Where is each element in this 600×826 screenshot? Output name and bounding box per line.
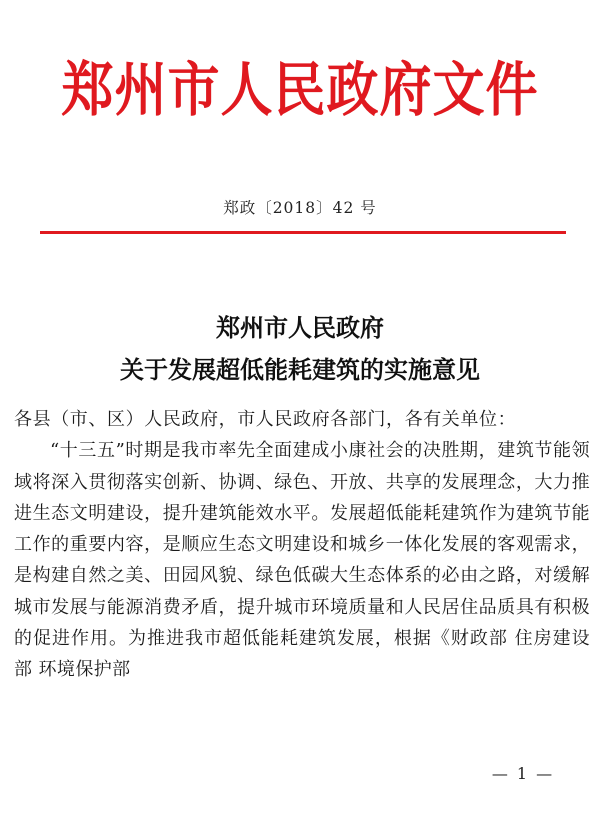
page-number: — 1 — xyxy=(491,764,555,783)
document-number: 郑政〔2018〕42 号 xyxy=(223,199,377,217)
red-separator-rule xyxy=(40,231,566,234)
salutation: 各县（市、区）人民政府，市人民政府各部门，各有关单位： xyxy=(14,409,517,430)
document-body xyxy=(14,404,590,686)
document-title-line-2: 关于发展超低能耗建筑的实施意见 xyxy=(120,355,480,384)
issuer-header-title: 郑州市人民政府文件 xyxy=(61,57,539,125)
body-paragraph: “十三五”时期是我市率先全面建成小康社会的决胜期，建筑节能领域将深入贯彻落实创新、协调、绿色、开放、共享的发展理念，大力推进生态文明建设，提升建筑能效水平。发展超低能耗建筑作为建筑节能工作的重要内容，是顺应生态文明建设和城乡一体化发展的客观需求，是构建自然之美、田园风貌、绿色低碳大生态体系的必由之路，对缓解城市发展与能源消费矛盾，提升城市环境质量和人民居住品质具有积极的促进作用。为推进我市超低能耗建筑发展，根据《财政部 住房建设部 环境保护部 xyxy=(14,440,590,681)
document-title-line-1: 郑州市人民政府 xyxy=(216,313,384,342)
